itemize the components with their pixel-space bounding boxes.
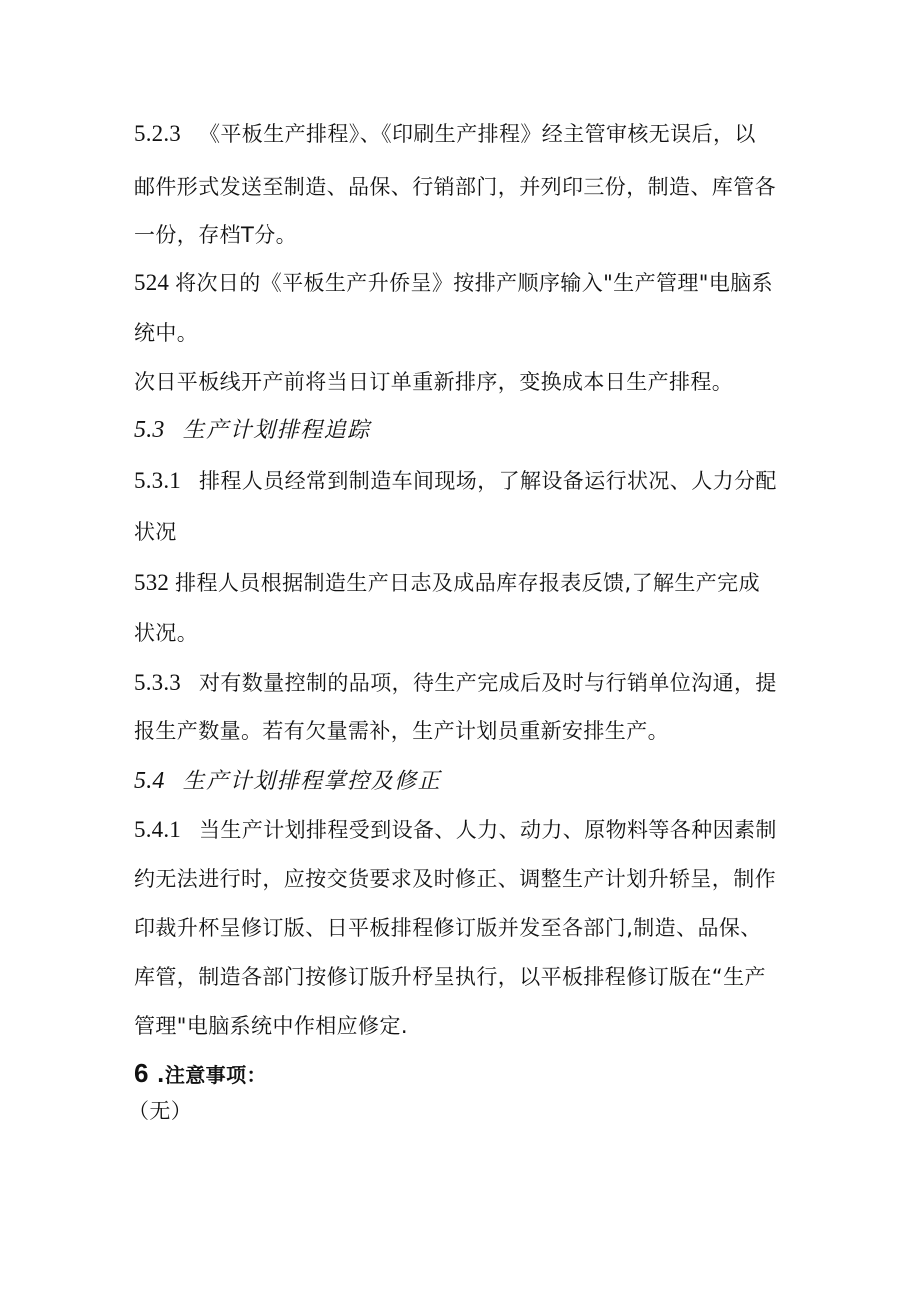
section-heading-5-4 — [134, 766, 441, 797]
section-number: 5.4 — [134, 768, 165, 794]
paragraph-5-2-5-line-1: 次日平板线开产前将当日订单重新排序，变换成本日生产排程。 — [134, 370, 734, 394]
section-heading-5-3 — [134, 415, 371, 446]
paragraph-5-2-4-line-1 — [134, 268, 773, 298]
paragraph-5-3-3-line-2: 报生产数量。若有欠量需补，生产计划员重新安排生产。 — [134, 719, 669, 743]
clause-text: 《平板生产排程》、《印刷生产排程》经主管审核无误后，以 — [199, 122, 756, 146]
paragraph-5-3-1-line-2: 状况 — [134, 520, 177, 544]
paragraph-5-4-1-line-4: 库管，制造各部门按修订版升杼呈执行，以平板排程修订版在“生产 — [134, 965, 766, 989]
paragraph-5-4-1-line-3: 印裁升杯呈修订版、日平板排程修订版并发至各部门,制造、品保、 — [134, 916, 762, 940]
section-title: 生产计划排程掌控及修正 — [182, 769, 442, 794]
clause-number: 5.3.3 — [134, 670, 181, 695]
clause-text: 将次日的《平板生产升侨呈》按排产顺序输入"生产管理"电脑系 — [175, 271, 774, 295]
clause-number: 5.3.1 — [134, 468, 181, 493]
clause-text: 排程人员根据制造生产日志及成品库存报表反馈,了解生产完成 — [175, 571, 760, 595]
section-title: .注意事项： — [156, 1063, 267, 1087]
section-heading-6 — [134, 1058, 267, 1090]
paragraph-5-2-3-line-2: 邮件形式发送至制造、品保、行销部门，并列印三份，制造、库管各 — [134, 175, 776, 199]
clause-text: 当生产计划排程受到设备、人力、动力、原物料等各种因素制 — [199, 818, 777, 842]
section-6-body: （无） — [128, 1099, 193, 1123]
clause-text: 对有数量控制的品项，待生产完成后及时与行销单位沟通，提 — [199, 671, 777, 695]
paragraph-5-3-2-line-1 — [134, 568, 760, 598]
clause-number: 524 — [134, 270, 170, 295]
paragraph-5-4-1-line-2: 约无法进行时，应按交货要求及时修正、调整生产计划升轿呈，制作 — [134, 867, 776, 891]
paragraph-5-2-4-line-2: 统中。 — [134, 321, 199, 345]
clause-number: 5.2.3 — [134, 121, 181, 146]
paragraph-5-2-3-line-3: 一份，存档T分。 — [134, 223, 298, 247]
paragraph-5-2-3-line-1 — [134, 119, 756, 149]
paragraph-5-4-1-line-5: 管理"电脑系统中作相应修定. — [134, 1014, 408, 1038]
paragraph-5-4-1-line-1 — [134, 815, 777, 845]
paragraph-5-3-1-line-1 — [134, 466, 777, 496]
clause-number: 532 — [134, 570, 170, 595]
paragraph-5-3-3-line-1 — [134, 668, 777, 698]
clause-number: 5.4.1 — [134, 817, 181, 842]
section-number: 5.3 — [134, 417, 165, 443]
clause-text: 排程人员经常到制造车间现场，了解设备运行状况、人力分配 — [199, 469, 777, 493]
section-title: 生产计划排程追踪 — [182, 418, 371, 443]
paragraph-5-3-2-line-2: 状况。 — [134, 621, 199, 645]
section-number: 6 — [134, 1058, 149, 1088]
